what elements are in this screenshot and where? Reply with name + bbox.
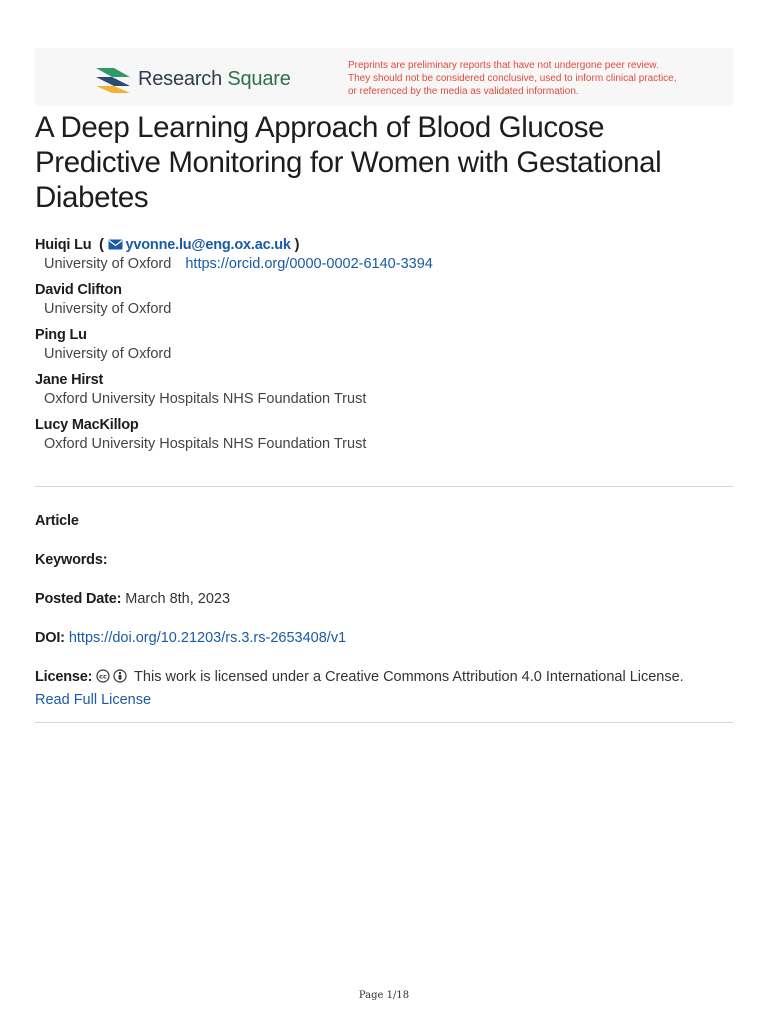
- author-affiliation: Oxford University Hospitals NHS Foundation Trust: [44, 391, 367, 407]
- author-name: Jane Hirst: [35, 372, 104, 388]
- svg-text:cc: cc: [99, 672, 108, 681]
- author-entry: [35, 281, 735, 319]
- article-type: [35, 512, 735, 531]
- envelope-icon: [108, 239, 123, 250]
- author-affiliation: University of Oxford: [44, 301, 172, 317]
- keywords-row: [35, 551, 735, 570]
- disclaimer-line: or referenced by the media as validated information.: [348, 86, 579, 97]
- paper-title: A Deep Learning Approach of Blood Glucose Predictive Monitoring for Women with Gestational Diabetes: [35, 111, 662, 214]
- author-entry: [35, 326, 735, 364]
- article-type-label: Article: [35, 513, 79, 529]
- disclaimer-line: They should not be considered conclusive, used to inform clinical practice,: [348, 73, 677, 84]
- page-number: Page 1/18: [358, 990, 410, 1001]
- creative-commons-icons: [96, 669, 130, 689]
- author-affiliation: Oxford University Hospitals NHS Foundation Trust: [44, 436, 367, 452]
- author-entry: [35, 236, 735, 274]
- license-text: This work is licensed under a Creative Commons Attribution 4.0 International License.: [134, 669, 684, 685]
- read-full-license-link[interactable]: Read Full License: [35, 692, 152, 708]
- email-paren-close: ): [294, 237, 300, 253]
- author-name: Ping Lu: [35, 327, 87, 343]
- section-divider: [35, 486, 733, 487]
- keywords-label: Keywords:: [35, 552, 108, 568]
- cc-by-icon: [96, 669, 130, 683]
- research-square-logo-icon: [94, 64, 132, 94]
- orcid-link[interactable]: https://orcid.org/0000-0002-6140-3394: [185, 256, 433, 272]
- doi-row: [35, 629, 735, 648]
- author-affiliation: University of Oxford: [44, 346, 172, 362]
- brand-name: [138, 68, 291, 91]
- posted-date-label: Posted Date:: [35, 591, 122, 607]
- author-entry: [35, 416, 735, 454]
- author-name: Huiqi Lu: [35, 237, 92, 253]
- license-row: [35, 668, 735, 689]
- doi-label: DOI:: [35, 630, 65, 646]
- brand-name-research: Research: [138, 67, 222, 90]
- read-license-row: [35, 691, 735, 710]
- author-name: Lucy MacKillop: [35, 417, 139, 433]
- posted-date-row: [35, 590, 735, 609]
- brand-name-square: Square: [227, 67, 291, 90]
- doi-link[interactable]: https://doi.org/10.21203/rs.3.rs-2653408/v1: [68, 630, 347, 646]
- author-entry: [35, 371, 735, 409]
- posted-date-value: March 8th, 2023: [125, 591, 231, 607]
- email-paren-open: (: [99, 237, 104, 253]
- research-square-logo[interactable]: [94, 64, 291, 94]
- author-name: David Clifton: [35, 282, 122, 298]
- preprint-disclaimer: [348, 59, 708, 98]
- author-list: [35, 236, 735, 461]
- author-email-link[interactable]: [108, 237, 291, 253]
- license-label: License:: [35, 669, 93, 685]
- author-name-line: [35, 236, 735, 255]
- section-divider: [35, 722, 733, 723]
- author-affiliation: University of Oxford: [44, 256, 172, 272]
- disclaimer-line: Preprints are preliminary reports that have not undergone peer review.: [348, 60, 659, 71]
- author-affiliation-line: [44, 255, 735, 274]
- author-email: yvonne.lu@eng.ox.ac.uk: [125, 237, 291, 253]
